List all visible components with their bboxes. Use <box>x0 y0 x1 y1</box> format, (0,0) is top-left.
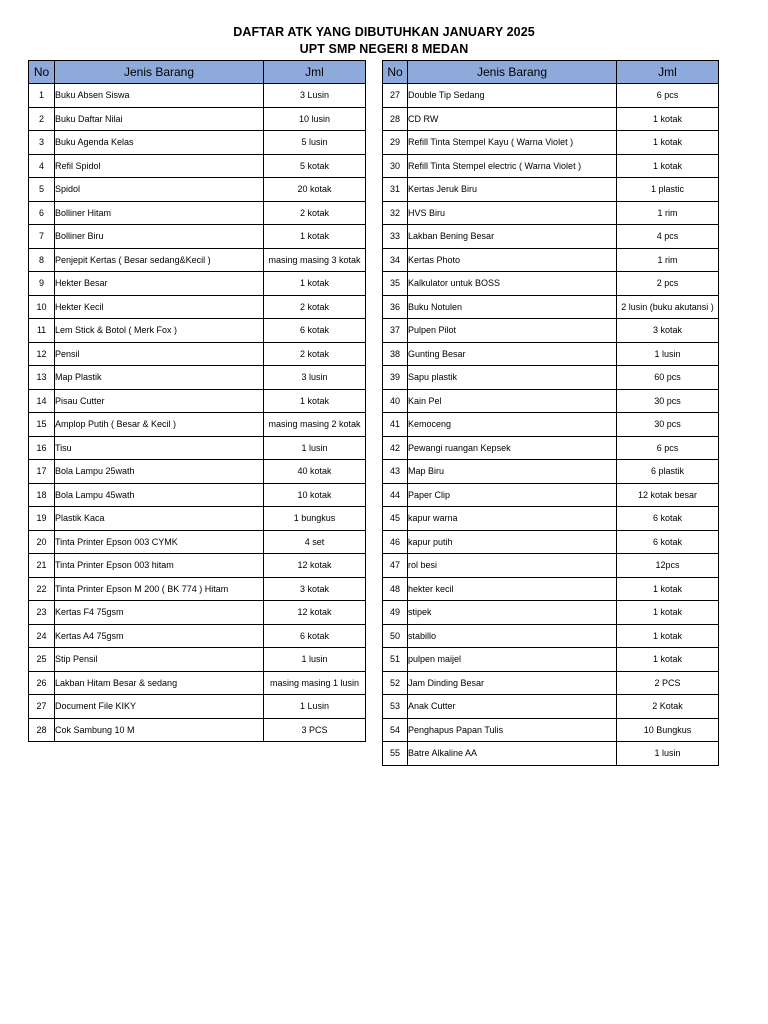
row-number: 27 <box>29 695 55 719</box>
item-name: Hekter Besar <box>55 272 264 296</box>
row-number: 41 <box>383 413 408 437</box>
row-number: 52 <box>383 671 408 695</box>
row-number: 28 <box>29 718 55 742</box>
item-name: Anak Cutter <box>408 695 617 719</box>
table-row <box>29 554 366 578</box>
item-name: Pulpen Pilot <box>408 319 617 343</box>
item-name: Buku Daftar Nilai <box>55 107 264 131</box>
item-name: Kertas A4 75gsm <box>55 624 264 648</box>
table-row <box>29 389 366 413</box>
row-number: 55 <box>383 742 408 766</box>
item-quantity: 12pcs <box>617 554 719 578</box>
table-row <box>383 178 719 202</box>
item-quantity: 1 kotak <box>617 577 719 601</box>
table-row <box>383 577 719 601</box>
item-name: Plastik Kaca <box>55 507 264 531</box>
item-quantity: masing masing 1 lusin <box>264 671 366 695</box>
table-row <box>383 272 719 296</box>
item-name: Kertas F4 75gsm <box>55 601 264 625</box>
item-name: Buku Notulen <box>408 295 617 319</box>
row-number: 51 <box>383 648 408 672</box>
table-row <box>383 248 719 272</box>
item-quantity: 12 kotak <box>264 554 366 578</box>
item-quantity: 2 PCS <box>617 671 719 695</box>
row-number: 42 <box>383 436 408 460</box>
table-row <box>383 507 719 531</box>
row-number: 26 <box>29 671 55 695</box>
header-item: Jenis Barang <box>55 61 264 84</box>
item-quantity: 4 set <box>264 530 366 554</box>
item-quantity: 1 kotak <box>617 131 719 155</box>
row-number: 14 <box>29 389 55 413</box>
table-row <box>383 530 719 554</box>
item-name: HVS Biru <box>408 201 617 225</box>
row-number: 45 <box>383 507 408 531</box>
table-row <box>29 483 366 507</box>
row-number: 5 <box>29 178 55 202</box>
item-name: Sapu plastik <box>408 366 617 390</box>
item-quantity: 1 lusin <box>264 436 366 460</box>
item-quantity: 6 pcs <box>617 84 719 108</box>
item-name: rol besi <box>408 554 617 578</box>
table-row <box>383 201 719 225</box>
row-number: 1 <box>29 84 55 108</box>
row-number: 13 <box>29 366 55 390</box>
table-row <box>383 319 719 343</box>
item-name: Kemoceng <box>408 413 617 437</box>
item-quantity: 5 kotak <box>264 154 366 178</box>
item-name: Bola Lampu 45wath <box>55 483 264 507</box>
table-row <box>29 248 366 272</box>
item-quantity: 3 kotak <box>617 319 719 343</box>
item-name: Buku Absen Siswa <box>55 84 264 108</box>
item-name: Kertas Photo <box>408 248 617 272</box>
item-name: Spidol <box>55 178 264 202</box>
item-name: Kertas Jeruk Biru <box>408 178 617 202</box>
table-row <box>29 530 366 554</box>
row-number: 19 <box>29 507 55 531</box>
row-number: 9 <box>29 272 55 296</box>
row-number: 15 <box>29 413 55 437</box>
row-number: 50 <box>383 624 408 648</box>
row-number: 35 <box>383 272 408 296</box>
row-number: 31 <box>383 178 408 202</box>
row-number: 17 <box>29 460 55 484</box>
table-header-row <box>383 61 719 84</box>
table-row <box>29 84 366 108</box>
document-title: DAFTAR ATK YANG DIBUTUHKAN JANUARY 2025 <box>233 25 535 39</box>
item-quantity: 1 rim <box>617 248 719 272</box>
item-quantity: 30 pcs <box>617 413 719 437</box>
row-number: 37 <box>383 319 408 343</box>
row-number: 6 <box>29 201 55 225</box>
item-name: Bolliner Hitam <box>55 201 264 225</box>
item-quantity: 6 kotak <box>264 624 366 648</box>
table-row <box>383 624 719 648</box>
item-quantity: 1 plastic <box>617 178 719 202</box>
row-number: 53 <box>383 695 408 719</box>
item-name: Refill Tinta Stempel electric ( Warna Violet ) <box>408 154 617 178</box>
row-number: 23 <box>29 601 55 625</box>
header-item: Jenis Barang <box>408 61 617 84</box>
table-row <box>383 601 719 625</box>
item-quantity: 10 lusin <box>264 107 366 131</box>
table-row <box>29 131 366 155</box>
item-quantity: masing masing 2 kotak <box>264 413 366 437</box>
item-quantity: 1 kotak <box>617 107 719 131</box>
table-row <box>383 366 719 390</box>
item-quantity: 2 lusin (buku akutansi ) <box>617 295 719 319</box>
item-quantity: 6 pcs <box>617 436 719 460</box>
item-name: Amplop Putih ( Besar & Kecil ) <box>55 413 264 437</box>
item-name: Gunting Besar <box>408 342 617 366</box>
item-quantity: 12 kotak besar <box>617 483 719 507</box>
row-number: 11 <box>29 319 55 343</box>
item-quantity: 1 kotak <box>617 624 719 648</box>
row-number: 54 <box>383 718 408 742</box>
item-quantity: 2 kotak <box>264 201 366 225</box>
table-row <box>383 389 719 413</box>
item-name: CD RW <box>408 107 617 131</box>
item-quantity: 4 pcs <box>617 225 719 249</box>
table-row <box>383 413 719 437</box>
item-name: Refil Spidol <box>55 154 264 178</box>
item-name: Bolliner Biru <box>55 225 264 249</box>
row-number: 2 <box>29 107 55 131</box>
item-quantity: 1 bungkus <box>264 507 366 531</box>
table-row <box>383 84 719 108</box>
item-quantity: 3 kotak <box>264 577 366 601</box>
item-name: Bola Lampu 25wath <box>55 460 264 484</box>
item-name: Tinta Printer Epson 003 CYMK <box>55 530 264 554</box>
item-quantity: 5 lusin <box>264 131 366 155</box>
table-row <box>383 436 719 460</box>
item-name: Pensil <box>55 342 264 366</box>
item-name: Document File KIKY <box>55 695 264 719</box>
atk-table-left-body <box>29 84 366 742</box>
table-row <box>29 107 366 131</box>
header-qty: Jml <box>264 61 366 84</box>
row-number: 48 <box>383 577 408 601</box>
item-quantity: 2 pcs <box>617 272 719 296</box>
table-row <box>29 225 366 249</box>
item-name: Tinta Printer Epson M 200 ( BK 774 ) Hitam <box>55 577 264 601</box>
row-number: 32 <box>383 201 408 225</box>
item-quantity: 1 kotak <box>264 389 366 413</box>
item-name: Batre Alkaline AA <box>408 742 617 766</box>
item-quantity: 40 kotak <box>264 460 366 484</box>
item-name: kapur putih <box>408 530 617 554</box>
item-name: Stip Pensil <box>55 648 264 672</box>
atk-table-left <box>28 60 366 742</box>
table-row <box>29 601 366 625</box>
item-quantity: 30 pcs <box>617 389 719 413</box>
row-number: 40 <box>383 389 408 413</box>
item-name: kapur warna <box>408 507 617 531</box>
item-name: Paper Clip <box>408 483 617 507</box>
item-quantity: 6 kotak <box>617 530 719 554</box>
table-row <box>29 178 366 202</box>
table-row <box>29 648 366 672</box>
item-quantity: 10 kotak <box>264 483 366 507</box>
table-row <box>29 671 366 695</box>
item-quantity: 1 rim <box>617 201 719 225</box>
table-row <box>383 107 719 131</box>
item-quantity: 3 Lusin <box>264 84 366 108</box>
header-qty: Jml <box>617 61 719 84</box>
item-name: Refill Tinta Stempel Kayu ( Warna Violet ) <box>408 131 617 155</box>
table-row <box>29 577 366 601</box>
item-name: pulpen maijel <box>408 648 617 672</box>
row-number: 29 <box>383 131 408 155</box>
item-quantity: 2 kotak <box>264 295 366 319</box>
item-name: Penghapus Papan Tulis <box>408 718 617 742</box>
row-number: 49 <box>383 601 408 625</box>
item-name: Lakban Bening Besar <box>408 225 617 249</box>
table-row <box>383 718 719 742</box>
item-name: stipek <box>408 601 617 625</box>
table-row <box>29 201 366 225</box>
item-quantity: 20 kotak <box>264 178 366 202</box>
table-row <box>29 624 366 648</box>
item-name: Pewangi ruangan Kepsek <box>408 436 617 460</box>
item-name: Kalkulator untuk BOSS <box>408 272 617 296</box>
item-name: stabillo <box>408 624 617 648</box>
row-number: 34 <box>383 248 408 272</box>
item-quantity: 3 PCS <box>264 718 366 742</box>
table-row <box>29 272 366 296</box>
row-number: 27 <box>383 84 408 108</box>
table-row <box>29 295 366 319</box>
item-name: Map Biru <box>408 460 617 484</box>
table-row <box>383 131 719 155</box>
table-row <box>383 742 719 766</box>
item-name: Lakban Hitam Besar & sedang <box>55 671 264 695</box>
header-no: No <box>29 61 55 84</box>
item-quantity: 6 kotak <box>617 507 719 531</box>
table-row <box>383 695 719 719</box>
document-subtitle: UPT SMP NEGERI 8 MEDAN <box>299 42 469 56</box>
item-quantity: 1 kotak <box>617 154 719 178</box>
table-row <box>383 460 719 484</box>
item-quantity: 12 kotak <box>264 601 366 625</box>
atk-table-right-body <box>383 84 719 766</box>
item-quantity: 60 pcs <box>617 366 719 390</box>
row-number: 10 <box>29 295 55 319</box>
item-name: Tisu <box>55 436 264 460</box>
table-row <box>29 154 366 178</box>
row-number: 20 <box>29 530 55 554</box>
row-number: 47 <box>383 554 408 578</box>
item-quantity: 1 Lusin <box>264 695 366 719</box>
item-quantity: 3 lusin <box>264 366 366 390</box>
row-number: 39 <box>383 366 408 390</box>
item-name: Kain Pel <box>408 389 617 413</box>
row-number: 3 <box>29 131 55 155</box>
table-row <box>383 295 719 319</box>
item-name: Tinta Printer Epson 003 hitam <box>55 554 264 578</box>
item-quantity: 1 kotak <box>264 272 366 296</box>
row-number: 46 <box>383 530 408 554</box>
row-number: 24 <box>29 624 55 648</box>
row-number: 7 <box>29 225 55 249</box>
item-name: Hekter Kecil <box>55 295 264 319</box>
header-no: No <box>383 61 408 84</box>
table-row <box>29 413 366 437</box>
row-number: 22 <box>29 577 55 601</box>
table-row <box>29 436 366 460</box>
item-quantity: 1 lusin <box>617 342 719 366</box>
item-name: Map Plastik <box>55 366 264 390</box>
row-number: 44 <box>383 483 408 507</box>
row-number: 30 <box>383 154 408 178</box>
row-number: 43 <box>383 460 408 484</box>
item-name: Lem Stick & Botol ( Merk Fox ) <box>55 319 264 343</box>
table-row <box>29 342 366 366</box>
item-name: Buku Agenda Kelas <box>55 131 264 155</box>
table-row <box>29 695 366 719</box>
row-number: 4 <box>29 154 55 178</box>
item-quantity: masing masing 3 kotak <box>264 248 366 272</box>
item-name: hekter kecil <box>408 577 617 601</box>
item-name: Pisau Cutter <box>55 389 264 413</box>
item-quantity: 2 kotak <box>264 342 366 366</box>
table-row <box>29 718 366 742</box>
table-row <box>383 648 719 672</box>
row-number: 16 <box>29 436 55 460</box>
item-name: Cok Sambung 10 M <box>55 718 264 742</box>
table-row <box>383 154 719 178</box>
item-quantity: 1 lusin <box>264 648 366 672</box>
row-number: 38 <box>383 342 408 366</box>
table-row <box>383 554 719 578</box>
row-number: 12 <box>29 342 55 366</box>
item-name: Double Tip Sedang <box>408 84 617 108</box>
item-quantity: 1 kotak <box>264 225 366 249</box>
table-row <box>29 460 366 484</box>
row-number: 25 <box>29 648 55 672</box>
item-quantity: 6 plastik <box>617 460 719 484</box>
table-header-row <box>29 61 366 84</box>
item-name: Penjepit Kertas ( Besar sedang&Kecil ) <box>55 248 264 272</box>
item-quantity: 10 Bungkus <box>617 718 719 742</box>
row-number: 18 <box>29 483 55 507</box>
row-number: 28 <box>383 107 408 131</box>
table-row <box>29 366 366 390</box>
row-number: 21 <box>29 554 55 578</box>
row-number: 33 <box>383 225 408 249</box>
table-row <box>383 342 719 366</box>
row-number: 36 <box>383 295 408 319</box>
row-number: 8 <box>29 248 55 272</box>
item-quantity: 1 lusin <box>617 742 719 766</box>
item-name: Jam Dinding Besar <box>408 671 617 695</box>
item-quantity: 1 kotak <box>617 648 719 672</box>
item-quantity: 6 kotak <box>264 319 366 343</box>
atk-table-right <box>382 60 719 766</box>
table-row <box>383 483 719 507</box>
table-row <box>29 319 366 343</box>
table-row <box>383 671 719 695</box>
item-quantity: 2 Kotak <box>617 695 719 719</box>
item-quantity: 1 kotak <box>617 601 719 625</box>
table-row <box>29 507 366 531</box>
table-row <box>383 225 719 249</box>
